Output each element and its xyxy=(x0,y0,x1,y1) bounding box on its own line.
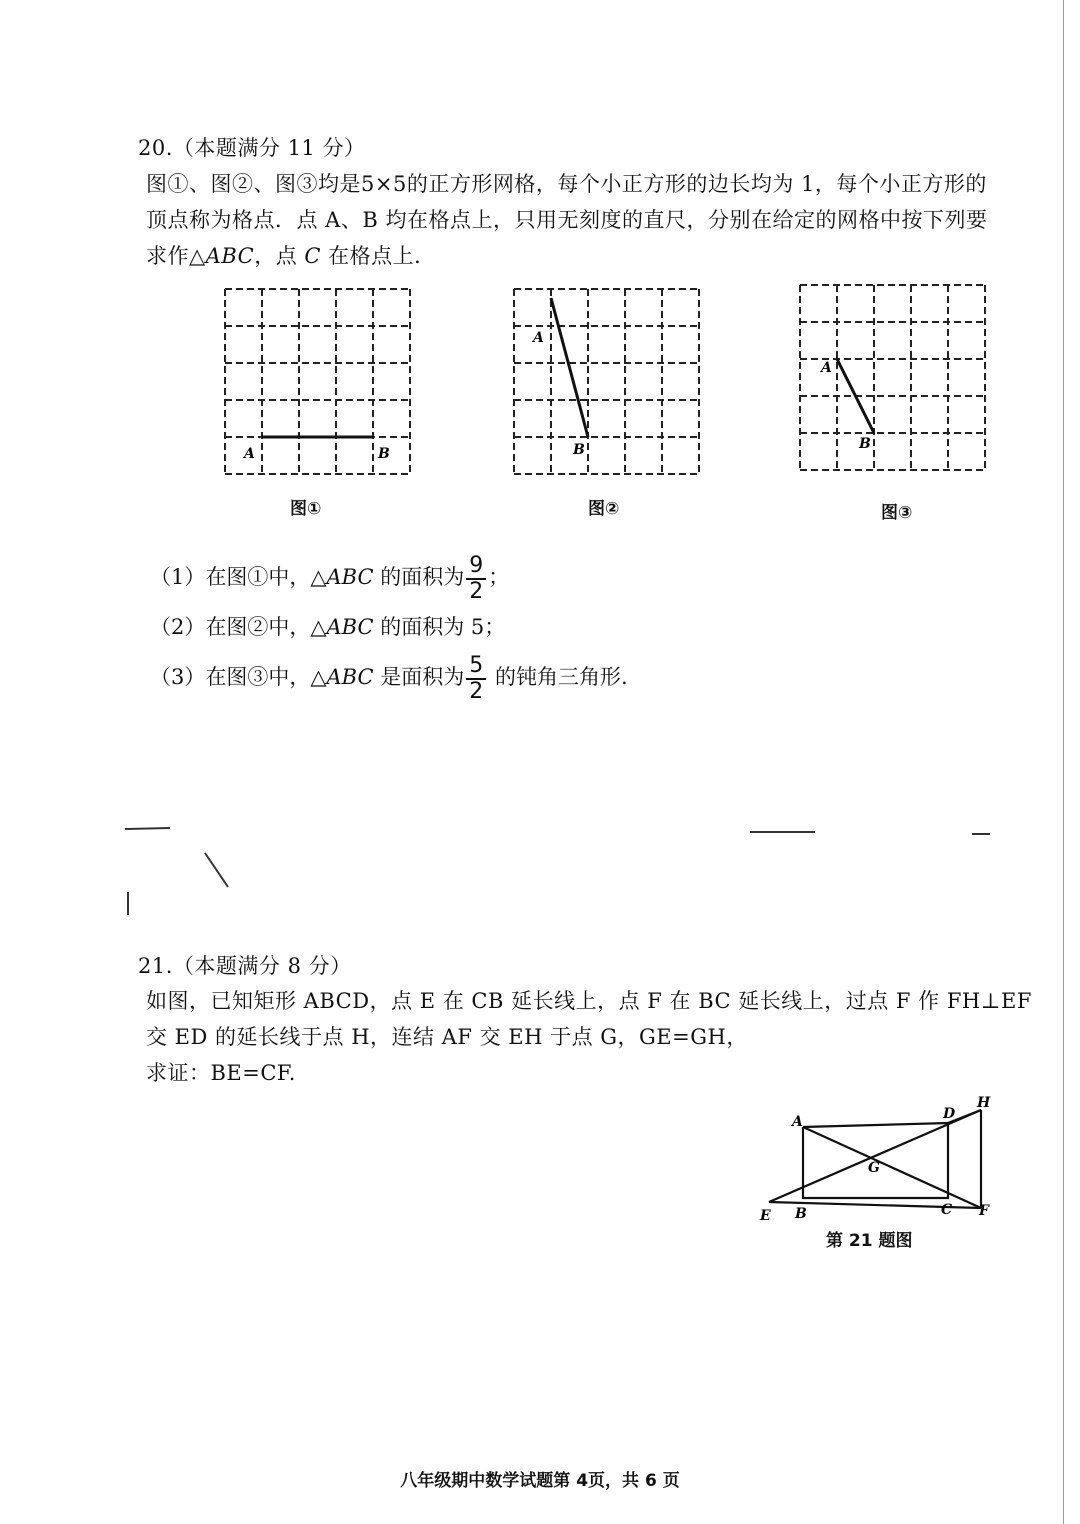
q20-line3-triangle: ABC xyxy=(205,244,255,268)
scan-artifacts xyxy=(0,820,1080,920)
part-mid: 是面积为 xyxy=(373,665,465,689)
q20-line3-point-c: C xyxy=(304,244,321,268)
point-label-c: C xyxy=(941,1202,953,1218)
figure-3-caption: 图③ xyxy=(881,503,913,523)
figure-1-caption: 图① xyxy=(290,499,322,519)
fraction-denominator: 2 xyxy=(469,678,484,704)
part-triangle: ABC xyxy=(326,665,374,689)
point-label-a: A xyxy=(792,1114,803,1130)
part-triangle: ABC xyxy=(326,565,374,589)
point-label-g: G xyxy=(868,1160,880,1176)
part-mid: 的面积为 5； xyxy=(373,615,506,639)
label-b: B xyxy=(573,442,585,458)
part-suffix: ； xyxy=(488,565,510,589)
part-prefix: （1）在图①中，△ xyxy=(150,565,327,589)
fraction-denominator: 2 xyxy=(469,578,484,604)
q20-line3 xyxy=(146,238,436,274)
part-triangle: ABC xyxy=(326,615,374,639)
q20-part-1 xyxy=(150,552,509,604)
point-label-h: H xyxy=(977,1095,991,1111)
point-label-e: E xyxy=(760,1208,771,1223)
point-label-f: F xyxy=(979,1203,989,1219)
fraction-nine-halves xyxy=(466,554,486,604)
fraction-numerator: 9 xyxy=(466,554,486,580)
label-b: B xyxy=(859,436,871,452)
scan-edge-line xyxy=(1063,0,1064,1524)
q20-part-3 xyxy=(150,652,628,704)
q20-line3-e: 在格点上． xyxy=(320,244,436,268)
q20-part-2 xyxy=(150,602,505,652)
figure-3-grid xyxy=(797,282,991,476)
part-mid: 的面积为 xyxy=(373,565,465,589)
q20-header: 20.（本题满分 11 分） xyxy=(138,136,366,160)
label-b: B xyxy=(378,446,390,462)
q20-line3-c: ，点 xyxy=(254,244,305,268)
figure-2-caption: 图② xyxy=(588,499,620,519)
q21-line1: 如图，已知矩形 ABCD，点 E 在 CB 延长线上，点 F 在 BC 延长线上，过点 F 作 FH⊥EF xyxy=(146,989,1032,1013)
page-footer: 八年级期中数学试题第 4页，共 6 页 xyxy=(400,1471,680,1491)
figure-2-grid xyxy=(511,286,705,480)
part-prefix: （2）在图②中，△ xyxy=(150,615,327,639)
fraction-five-halves xyxy=(466,654,486,704)
q21-line3: 求证：BE=CF. xyxy=(146,1061,296,1085)
figure-21-diagram xyxy=(755,1088,1005,1223)
q21-line2: 交 ED 的延长线于点 H，连结 AF 交 EH 于点 G，GE=GH， xyxy=(146,1025,748,1049)
part-prefix: （3）在图③中，△ xyxy=(150,665,327,689)
q20-line1: 图①、图②、图③均是5×5的正方形网格，每个小正方形的边长均为 1，每个小正方形的 xyxy=(146,172,987,196)
q20-line3-a: 求作△ xyxy=(146,244,206,268)
q20-line2: 顶点称为格点．点 A、B 均在格点上，只用无刻度的直尺，分别在给定的网格中按下列要 xyxy=(146,208,988,232)
point-label-d: D xyxy=(943,1106,956,1122)
figure-21-caption: 第 21 题图 xyxy=(826,1231,913,1251)
line-af xyxy=(803,1127,981,1208)
label-a: A xyxy=(821,360,832,376)
part-suffix: 的钝角三角形. xyxy=(488,665,628,689)
q21-header: 21.（本题满分 8 分） xyxy=(138,954,352,978)
label-a: A xyxy=(533,330,544,346)
segment-ab xyxy=(551,298,588,437)
point-label-b: B xyxy=(795,1206,807,1222)
fraction-numerator: 5 xyxy=(466,654,486,680)
figure-1-grid xyxy=(222,286,416,480)
label-a: A xyxy=(244,446,255,462)
